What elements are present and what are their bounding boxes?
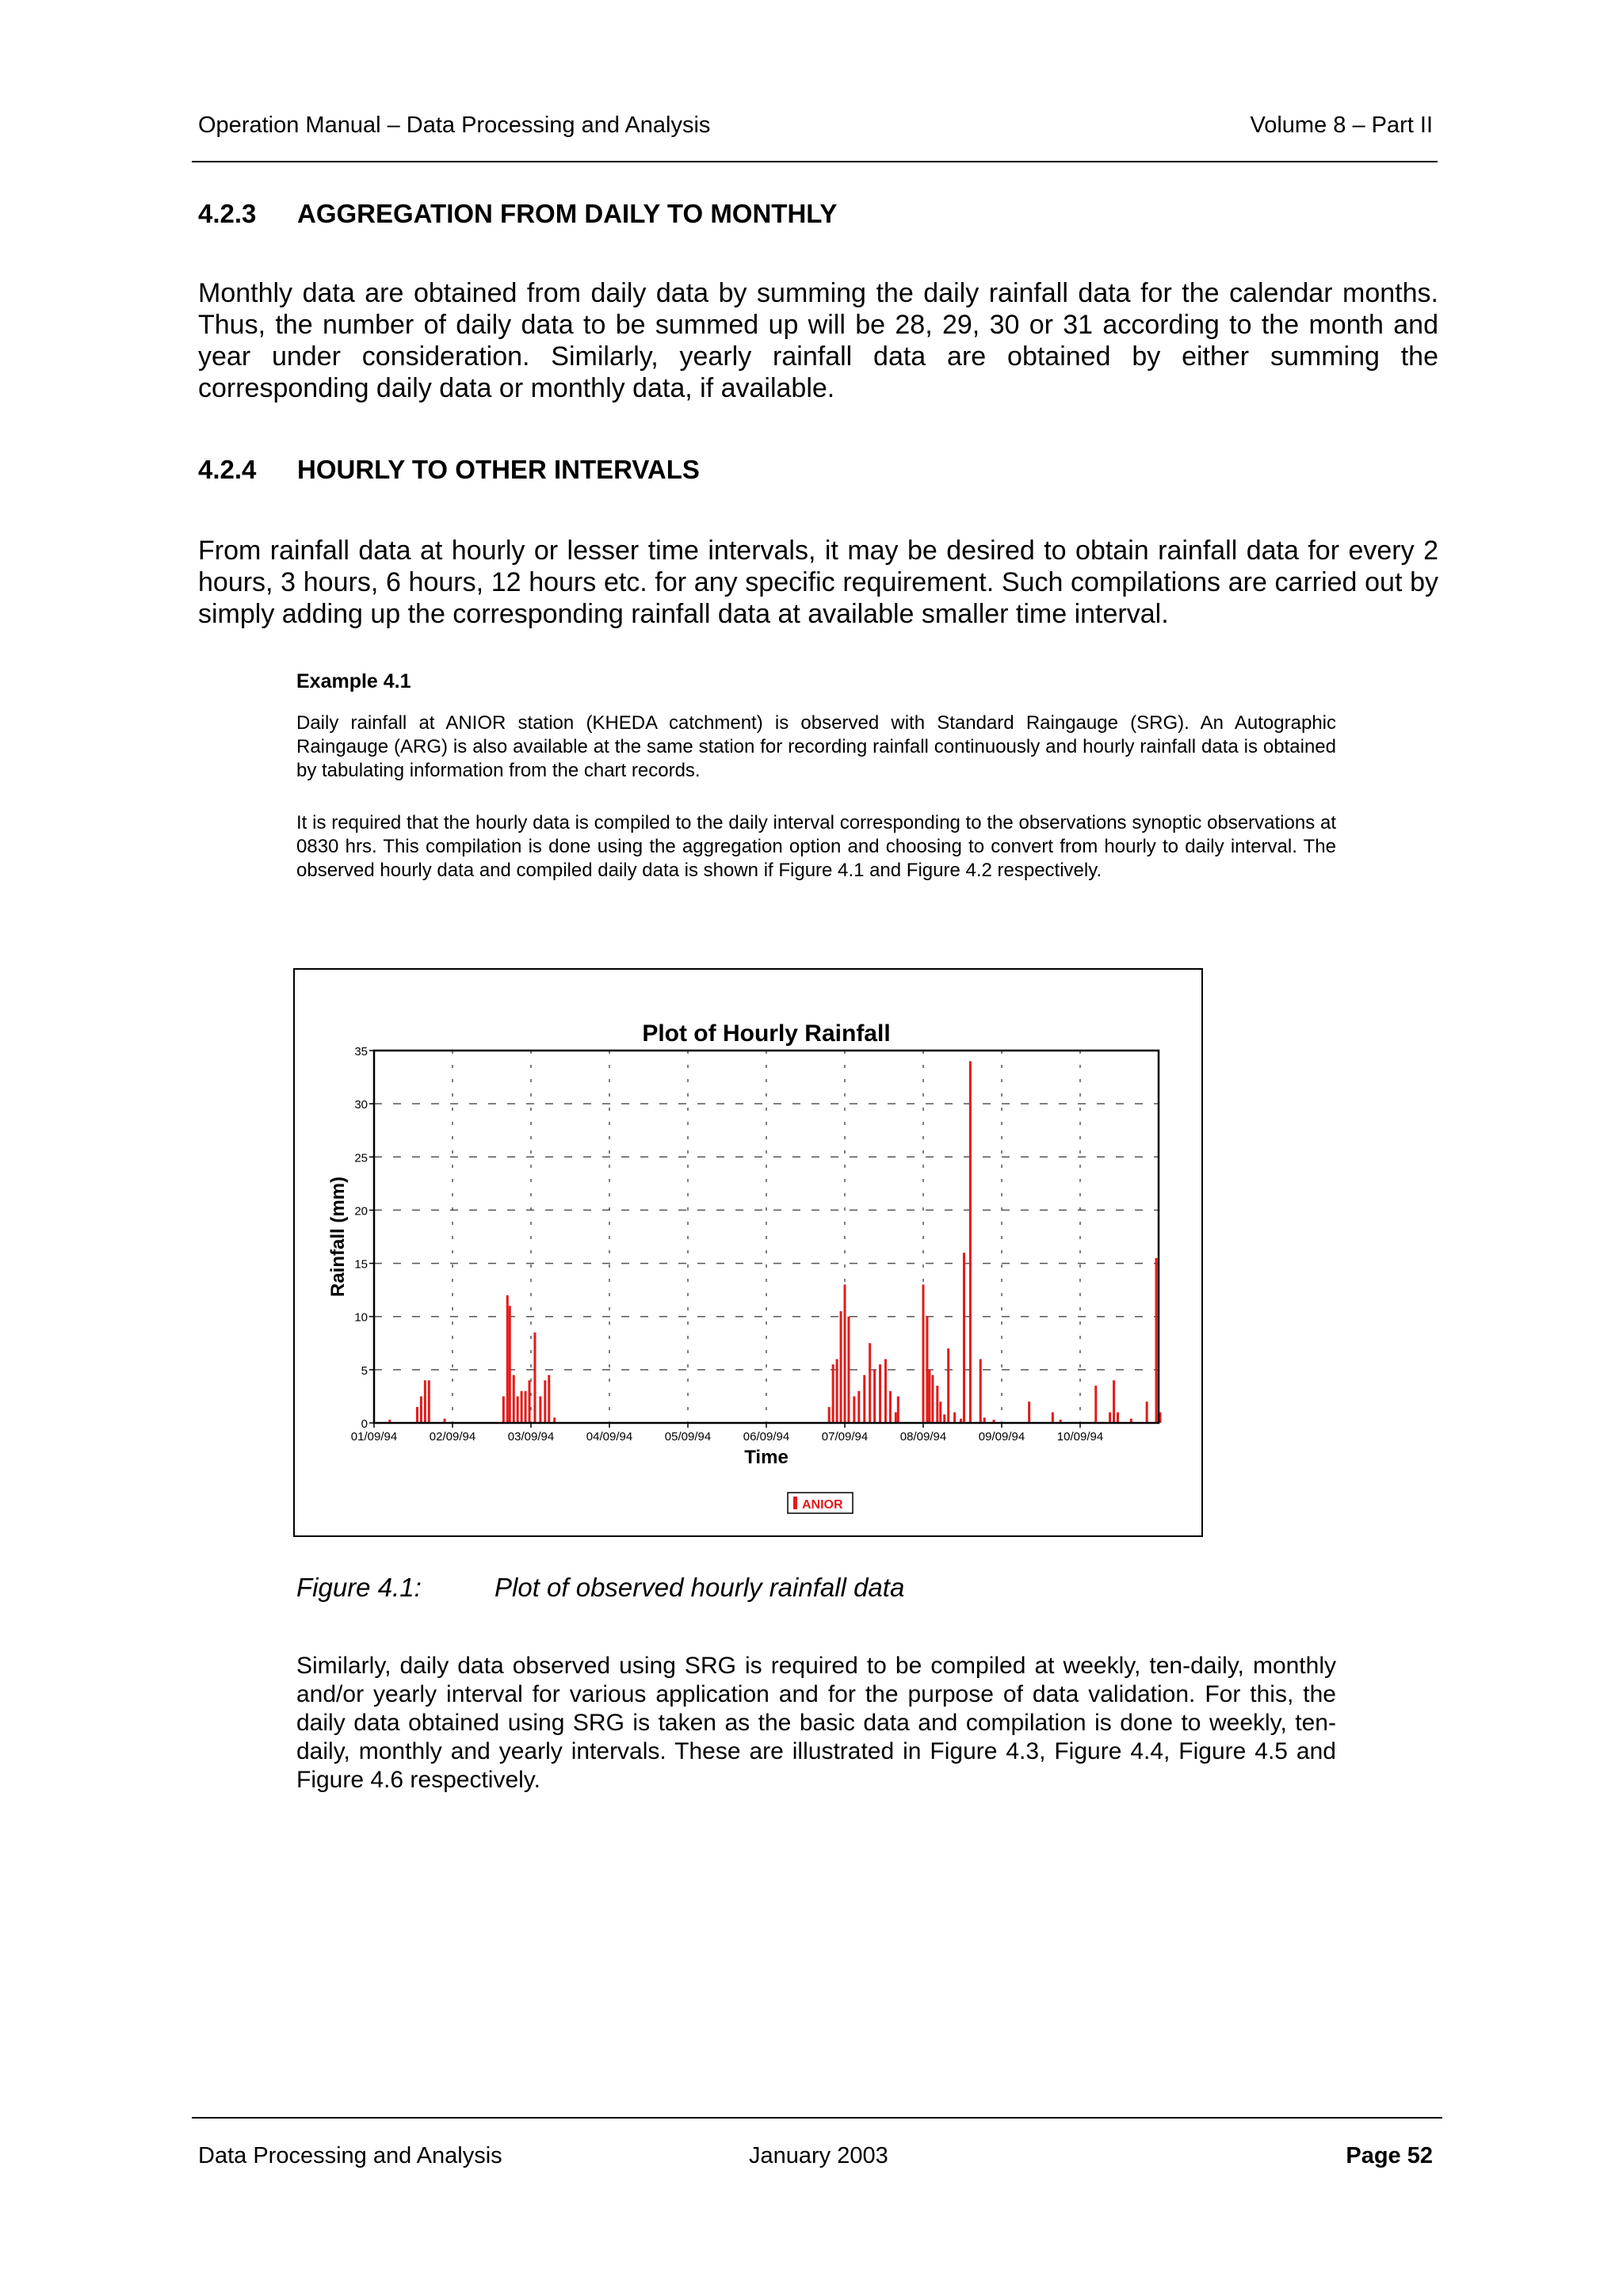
figure-frame — [293, 968, 1203, 1537]
rainfall-bar — [517, 1396, 519, 1423]
x-tick-label: 04/09/94 — [586, 1430, 633, 1444]
closing-paragraph: Similarly, daily data observed using SRG is required to be compiled at weekly, ten-daily, monthly and/or yearly interval for various application and for the purpose of data validation. For this, the daily data obtained using SRG is taken as the basic data and compilation is done to weekly, ten-daily, monthly and yearly intervals. These are illustrated in Figure 4.3, Figure 4.4, Figure 4.5 and Figure 4.6 respectively. — [296, 1653, 1336, 1793]
y-tick-label: 20 — [354, 1204, 368, 1219]
rainfall-bar — [943, 1414, 945, 1423]
x-tick-label: 09/09/94 — [978, 1430, 1025, 1444]
rainfall-bar — [857, 1391, 860, 1423]
y-tick-label: 5 — [361, 1363, 368, 1378]
section-heading-424 — [198, 455, 700, 485]
section-number: 4.2.4 — [198, 455, 257, 484]
rainfall-bar — [879, 1364, 881, 1423]
x-tick-label: 07/09/94 — [821, 1430, 869, 1444]
rainfall-bar — [947, 1348, 949, 1423]
rainfall-bar — [895, 1413, 897, 1423]
rainfall-bar — [1109, 1413, 1111, 1423]
figure-caption-text: Plot of observed hourly rainfall data — [495, 1573, 905, 1602]
rainfall-bar — [869, 1343, 871, 1423]
rainfall-bar — [897, 1396, 899, 1423]
chart-title: Plot of Hourly Rainfall — [642, 1020, 891, 1047]
header-left: Operation Manual – Data Processing and Analysis — [198, 113, 711, 138]
rainfall-bar — [424, 1380, 426, 1423]
example-title: Example 4.1 — [296, 670, 411, 692]
rainfall-bar — [844, 1284, 846, 1423]
hourly-rainfall-chart — [295, 970, 1201, 1535]
rainfall-bar — [828, 1407, 831, 1423]
x-axis-label: Time — [744, 1447, 789, 1468]
rainfall-bar — [416, 1407, 418, 1423]
rainfall-bar — [420, 1396, 422, 1423]
rainfall-bar — [931, 1375, 934, 1423]
x-tick-label: 05/09/94 — [664, 1430, 712, 1444]
rainfall-bar — [502, 1396, 505, 1423]
rainfall-bar — [980, 1359, 982, 1423]
rainfall-bar — [939, 1402, 941, 1423]
section-heading-423 — [198, 199, 837, 229]
x-tick-label: 03/09/94 — [507, 1430, 555, 1444]
rainfall-bar — [863, 1375, 865, 1423]
header-rule — [192, 161, 1438, 162]
rainfall-bar — [847, 1317, 850, 1423]
section-title: AGGREGATION FROM DAILY TO MONTHLY — [297, 199, 838, 228]
rainfall-bar — [1052, 1413, 1054, 1423]
rainfall-bar — [836, 1359, 838, 1423]
rainfall-bar — [1146, 1402, 1148, 1423]
rainfall-bar — [936, 1386, 938, 1423]
rainfall-bar — [884, 1359, 887, 1423]
rainfall-bar — [1155, 1258, 1158, 1423]
rainfall-bar — [873, 1370, 876, 1423]
rainfall-bar — [513, 1375, 515, 1423]
y-tick-label: 0 — [361, 1417, 368, 1431]
section-title: HOURLY TO OTHER INTERVALS — [297, 455, 700, 484]
legend-swatch — [793, 1497, 797, 1509]
x-tick-label: 08/09/94 — [899, 1430, 947, 1444]
x-tick-label: 10/09/94 — [1056, 1430, 1104, 1444]
footer-right: Page 52 — [1346, 2143, 1433, 2168]
y-tick-label: 25 — [354, 1151, 368, 1165]
rainfall-bar — [889, 1391, 892, 1423]
rainfall-bar — [506, 1295, 509, 1423]
rainfall-bar — [428, 1380, 430, 1423]
figure-caption — [296, 1573, 904, 1603]
rainfall-bar — [533, 1333, 536, 1423]
rainfall-bar — [509, 1306, 511, 1423]
paragraph-423: Monthly data are obtained from daily data by summing the daily rainfall data for the calendar months. Thus, the number of daily data to be summed up will be 28, 29, 30 or 31 according to the month and year under consideration. Similarly, yearly rainfall data are obtained by either summing the corresponding daily data or monthly data, if available. — [198, 278, 1438, 403]
rainfall-bar — [548, 1375, 550, 1423]
header-right: Volume 8 – Part II — [1250, 113, 1433, 138]
rainfall-bar — [922, 1284, 925, 1423]
section-number: 4.2.3 — [198, 199, 257, 228]
x-tick-label: 01/09/94 — [350, 1430, 398, 1444]
footer-center: January 2003 — [749, 2143, 888, 2168]
rainfall-bar — [525, 1391, 527, 1423]
y-tick-label: 15 — [354, 1257, 368, 1272]
footer-rule — [192, 2117, 1442, 2119]
footer-left: Data Processing and Analysis — [198, 2143, 502, 2168]
rainfall-bar — [539, 1396, 541, 1423]
rainfall-bar — [1094, 1386, 1097, 1423]
rainfall-bar — [1028, 1402, 1030, 1423]
rainfall-bar — [1113, 1380, 1115, 1423]
rainfall-bar — [840, 1311, 842, 1423]
rainfall-bar — [926, 1317, 928, 1423]
y-axis-label: Rainfall (mm) — [327, 1176, 349, 1298]
rainfall-bar — [544, 1380, 546, 1423]
y-tick-label: 10 — [354, 1310, 368, 1325]
y-tick-label: 30 — [354, 1098, 368, 1112]
x-tick-label: 02/09/94 — [429, 1430, 476, 1444]
x-tick-label: 06/09/94 — [743, 1430, 790, 1444]
rainfall-bar — [969, 1061, 972, 1423]
rainfall-bar — [529, 1380, 531, 1423]
y-tick-label: 35 — [354, 1045, 368, 1058]
rainfall-bar — [853, 1396, 855, 1423]
example-paragraph-2: It is required that the hourly data is compiled to the daily interval corresponding to the observations synoptic observations at 0830 hrs. This compilation is done using the aggregation option and choosing to convert from hourly to daily interval. The observed hourly data and compiled daily data is shown if Figure 4.1 and Figure 4.2 respectively. — [296, 812, 1336, 881]
paragraph-424: From rainfall data at hourly or lesser time intervals, it may be desired to obtain rainfall data for every 2 hours, 3 hours, 6 hours, 12 hours etc. for any specific requirement. Such compilations are carried out by simply adding up the corresponding rainfall data at available smaller time interval. — [198, 536, 1438, 629]
figure-number: Figure 4.1: — [296, 1573, 422, 1602]
legend-label: ANIOR — [802, 1498, 843, 1512]
rainfall-bar — [832, 1364, 834, 1423]
rainfall-bar — [963, 1253, 965, 1423]
rainfall-bar — [1117, 1413, 1119, 1423]
rainfall-bar — [928, 1370, 930, 1423]
example-paragraph-1: Daily rainfall at ANIOR station (KHEDA catchment) is observed with Standard Raingauge (SRG). An Autographic Raingauge (ARG) is also available at the same station for recording rainfall continuously and hourly rainfall data is obtained by tabulating information from the chart records. — [296, 712, 1336, 781]
rainfall-bar — [521, 1391, 523, 1423]
rainfall-bar — [953, 1413, 956, 1423]
